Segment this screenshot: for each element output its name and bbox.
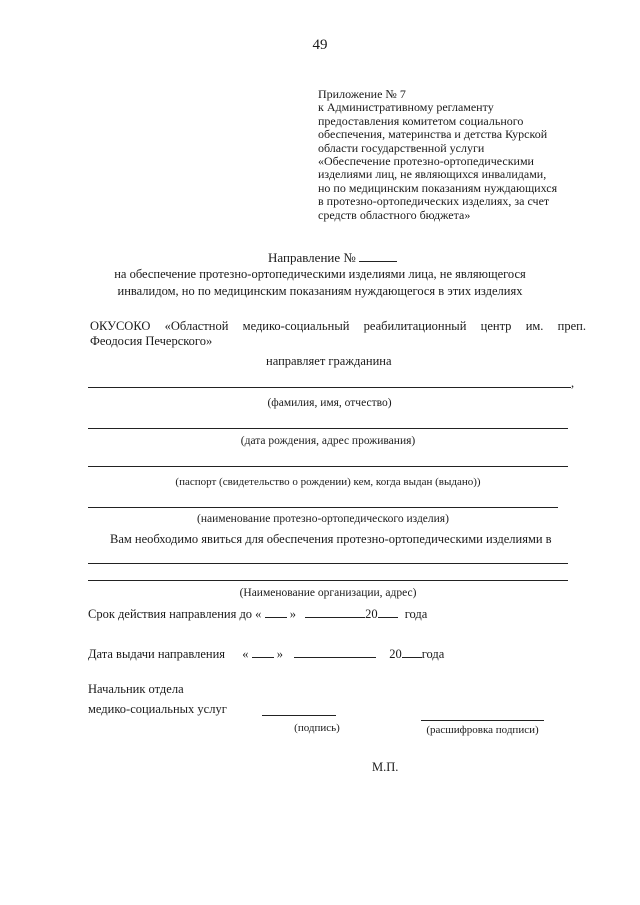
issue-month-field[interactable]: [294, 646, 376, 658]
directs-citizen-text: направляет гражданина: [266, 354, 392, 368]
signature-decode-caption: (расшифровка подписи): [426, 724, 539, 736]
product-caption: (наименование протезно-ортопедического изделия): [197, 513, 449, 525]
issue-label: Дата выдачи направления: [88, 647, 226, 661]
signature-field[interactable]: [262, 715, 336, 716]
referral-number-field[interactable]: [359, 250, 397, 262]
validity-row: [88, 606, 427, 622]
birth-address-caption: (дата рождения, адрес проживания): [240, 435, 416, 447]
org-word: медико-социальный: [242, 319, 350, 333]
issue-date-row: [88, 646, 444, 662]
appendix-header: [318, 88, 557, 222]
appendix-line: к Административному регламенту: [318, 100, 494, 115]
appear-text: Вам необходимо явиться для обеспечения протезно-ортопедическими изделиями в: [110, 532, 552, 546]
appendix-line: Приложение № 7: [318, 87, 406, 101]
org-word: им.: [525, 319, 544, 333]
org-word: преп.: [557, 319, 586, 333]
birth-address-field[interactable]: [88, 428, 568, 429]
appendix-line: обеспечения, материнства и детства Курской: [318, 127, 548, 142]
organization-field-1[interactable]: [88, 563, 568, 564]
appendix-line: «Обеспечение протезно-ортопедическими: [318, 154, 534, 169]
signature-caption: (подпись): [294, 722, 340, 734]
validity-month-field[interactable]: [305, 606, 365, 618]
passport-field[interactable]: [88, 466, 568, 467]
fio-field[interactable]: [88, 387, 571, 388]
org-word: центр: [480, 319, 512, 333]
validity-label: Срок действия направления до «: [88, 607, 262, 621]
validity-year-suffix: года: [404, 607, 428, 621]
issue-year-suffix: года: [421, 647, 445, 661]
subtitle-line: инвалидом, но по медицинским показаниям нуждающегося в этих изделиях: [117, 284, 523, 298]
organization-line: [90, 319, 586, 334]
head-of-department-line2: медико-социальных услуг: [88, 702, 227, 716]
fio-comma: ,: [571, 376, 575, 390]
org-word: реабилитационный: [363, 319, 467, 333]
appendix-line: предоставления комитетом социального: [318, 113, 524, 128]
org-word: ОКУСОКО: [90, 319, 151, 333]
product-field[interactable]: [88, 507, 558, 508]
organization-field-2[interactable]: [88, 580, 568, 581]
issue-day-field[interactable]: [252, 646, 274, 658]
appendix-line: но по медицинским показаниям нуждающихся: [318, 180, 558, 195]
referral-title: [268, 250, 397, 266]
page-number: 49: [312, 37, 328, 53]
appendix-line: средств областного бюджета»: [318, 207, 471, 222]
issue-year-field[interactable]: [402, 646, 422, 658]
passport-caption: (паспорт (свидетельство о рождении) кем, когда выдан (выдано)): [175, 476, 481, 488]
validity-year-prefix: 20: [365, 607, 378, 621]
stamp-place: М.П.: [372, 760, 399, 774]
issue-quote-open: «: [242, 647, 249, 661]
issue-year-prefix: 20: [389, 647, 402, 661]
subtitle-line: на обеспечение протезно-ортопедическими изделиями лица, не являющегося: [114, 267, 526, 281]
appendix-line: изделиями лиц, не являющихся инвалидами,: [318, 167, 547, 182]
organization-line-2: Феодосия Печерского»: [90, 334, 213, 348]
org-word: «Областной: [164, 319, 229, 333]
fio-caption: (фамилия, имя, отчество): [267, 397, 392, 409]
validity-quote-close: »: [289, 607, 296, 621]
signature-decode-field[interactable]: [421, 720, 544, 721]
referral-title-text: Направление №: [268, 250, 356, 265]
head-of-department-line1: Начальник отдела: [88, 682, 184, 696]
organization-caption: (Наименование организации, адрес): [239, 587, 417, 599]
validity-day-field[interactable]: [265, 606, 287, 618]
issue-quote-close: »: [276, 647, 283, 661]
appendix-line: области государственной услуги: [318, 140, 485, 155]
validity-year-field[interactable]: [378, 606, 398, 618]
appendix-line: в протезно-ортопедических изделиях, за счет: [318, 194, 550, 209]
